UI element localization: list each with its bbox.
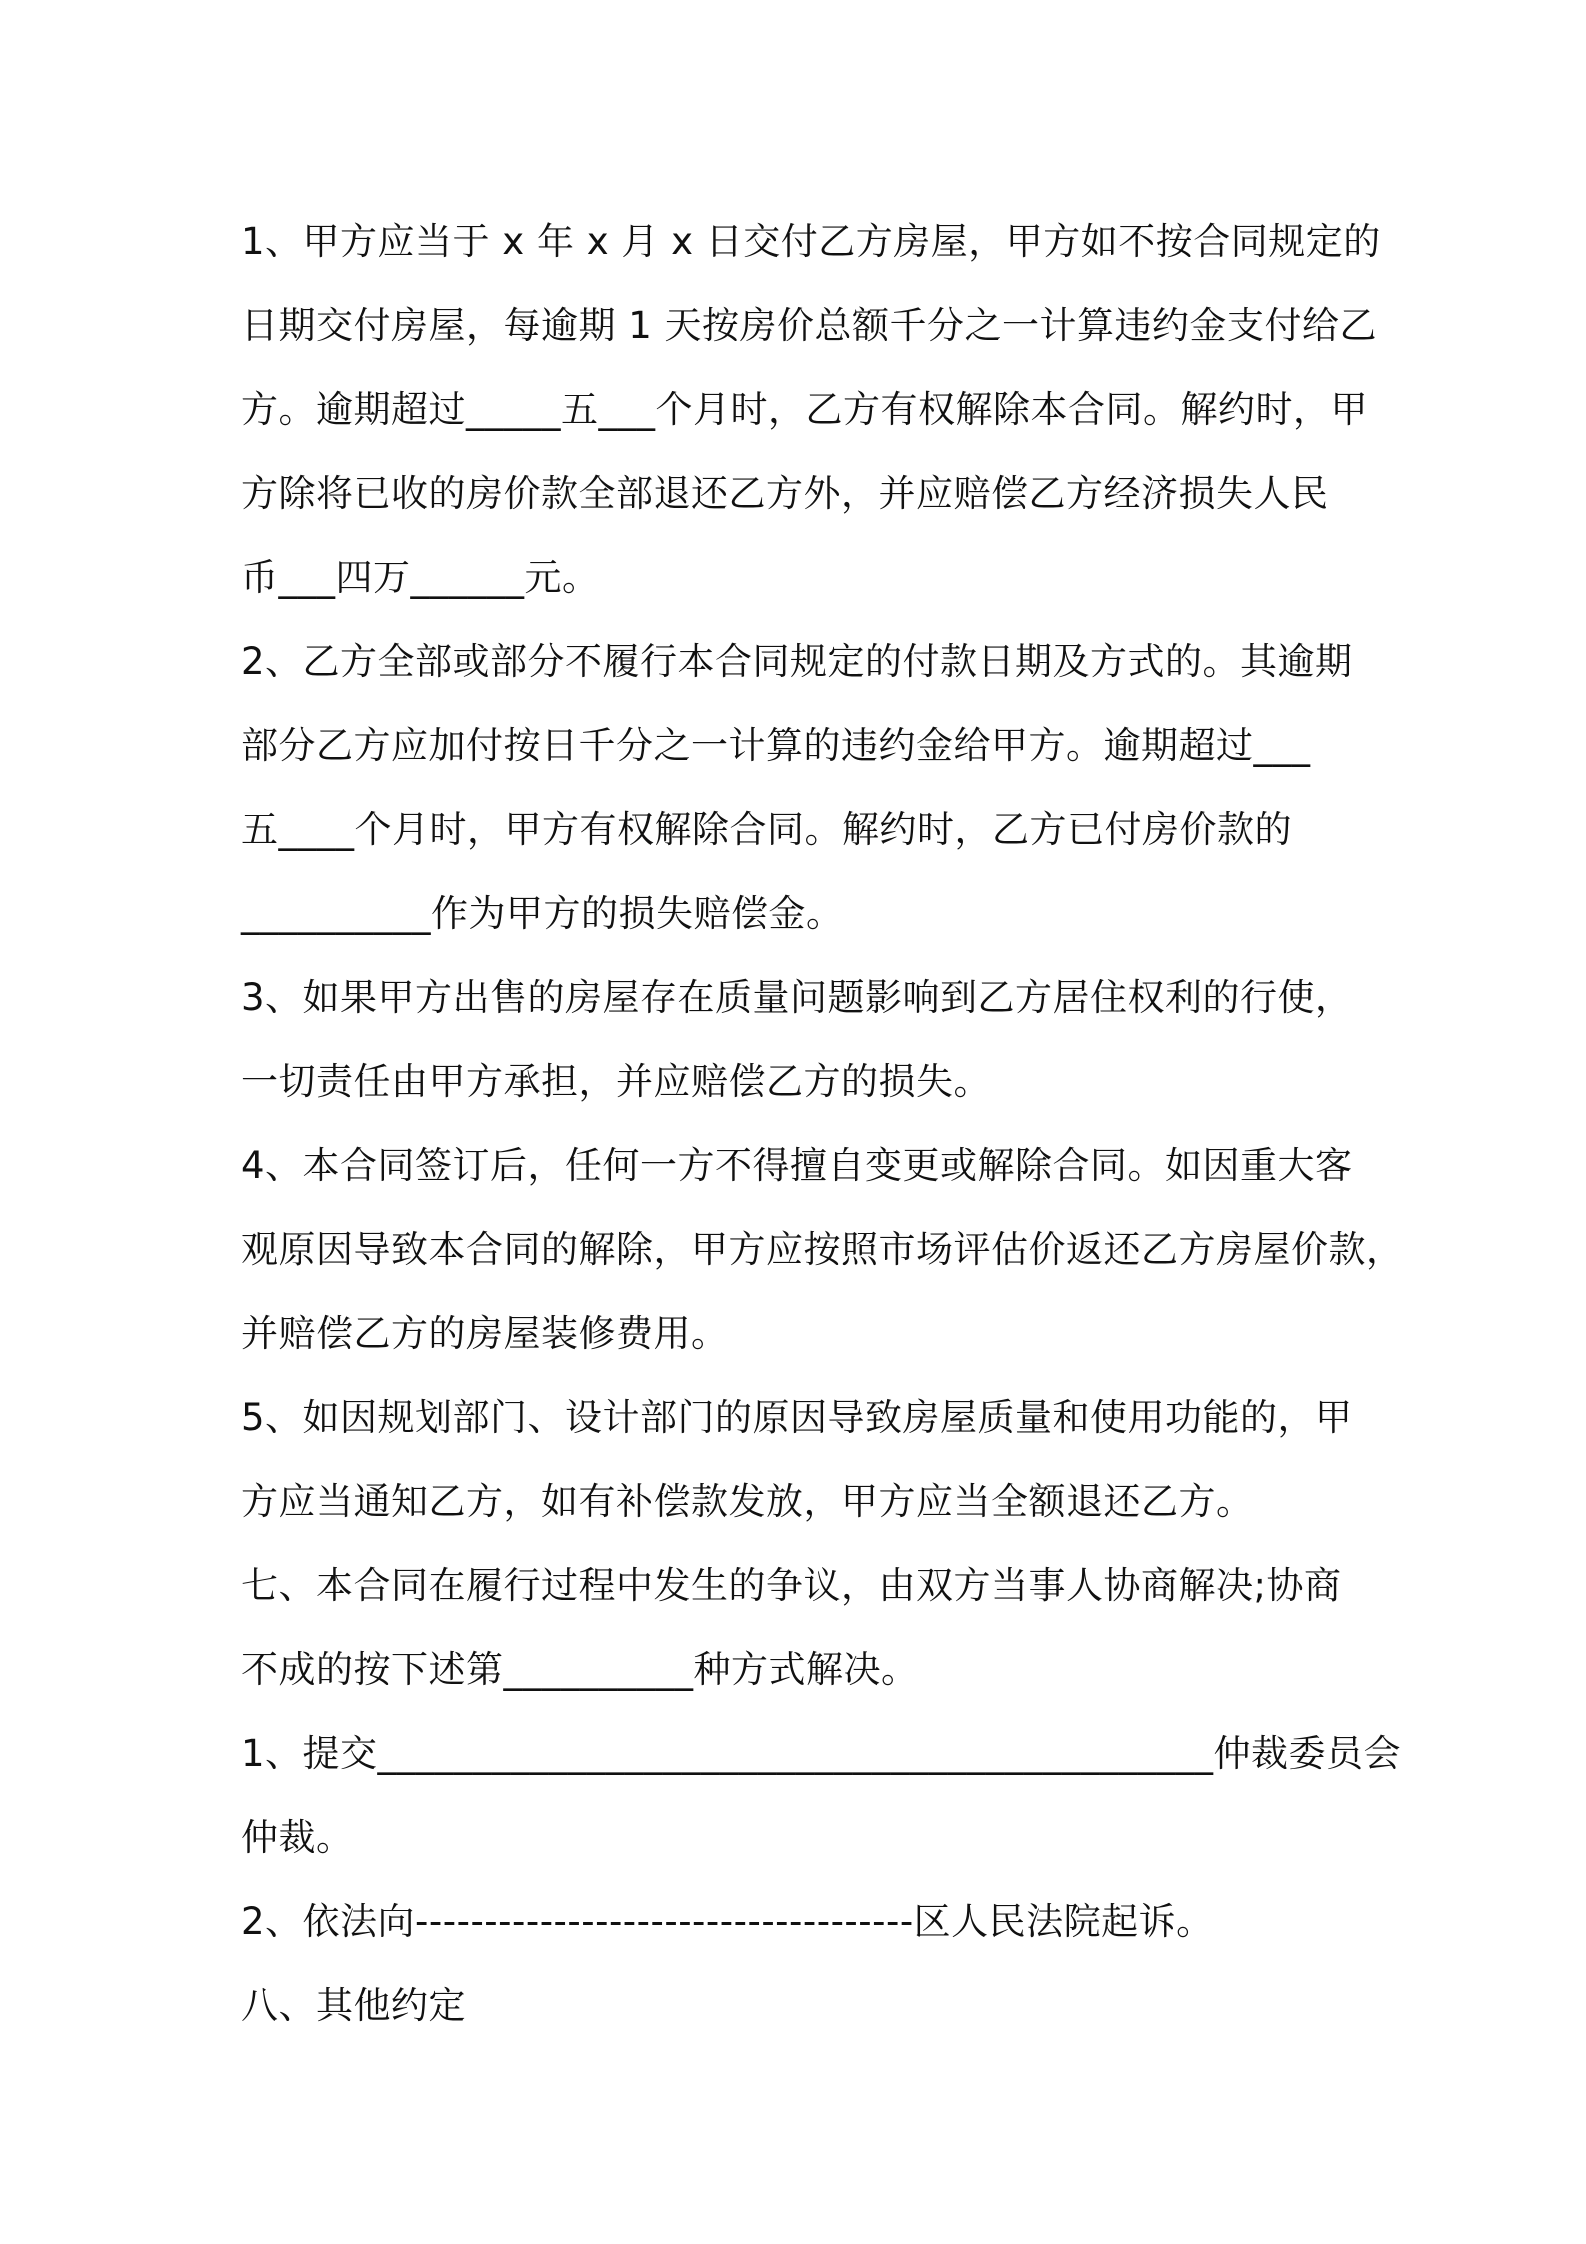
text-line: __________作为甲方的损失赔偿金。 <box>241 892 844 935</box>
text-line: 七、本合同在履行过程中发生的争议，由双方当事人协商解决;协商 <box>241 1564 1342 1607</box>
text-line: 4、本合同签订后，任何一方不得擅自变更或解除合同。如因重大客 <box>241 1144 1353 1187</box>
text-line: 不成的按下述第__________种方式解决。 <box>241 1648 919 1691</box>
text-line: 方除将已收的房价款全部退还乙方外，并应赔偿乙方经济损失人民 <box>241 472 1329 515</box>
text-line: 一切责任由甲方承担，并应赔偿乙方的损失。 <box>241 1060 991 1103</box>
text-line: 仲裁。 <box>241 1816 354 1859</box>
text-line: 八、其他约定 <box>241 1984 466 2027</box>
text-line: 2、乙方全部或部分不履行本合同规定的付款日期及方式的。其逾期 <box>241 640 1353 683</box>
text-line: 并赔偿乙方的房屋装修费用。 <box>241 1312 729 1355</box>
text-line: 1、提交____________________________________________仲裁委员会 <box>241 1732 1402 1775</box>
text-line: 3、如果甲方出售的房屋存在质量问题影响到乙方居住权利的行使， <box>241 976 1353 1019</box>
text-line: 日期交付房屋，每逾期 1 天按房价总额千分之一计算违约金支付给乙 <box>241 304 1378 347</box>
text-line: 5、如因规划部门、设计部门的原因导致房屋质量和使用功能的，甲 <box>241 1396 1353 1439</box>
text-line: 2、依法向------------------------------------区人民法院起诉。 <box>241 1900 1214 1943</box>
text-line: 方应当通知乙方，如有补偿款发放，甲方应当全额退还乙方。 <box>241 1480 1254 1523</box>
text-line: 币___四万______元。 <box>241 556 600 599</box>
document-body <box>241 200 1404 2048</box>
text-line: 观原因导致本合同的解除，甲方应按照市场评估价返还乙方房屋价款， <box>241 1228 1404 1271</box>
text-line: 方。逾期超过_____五___个月时，乙方有权解除本合同。解约时，甲 <box>241 388 1368 431</box>
text-line: 1、甲方应当于 x 年 x 月 x 日交付乙方房屋，甲方如不按合同规定的 <box>241 220 1381 263</box>
text-line: 五____个月时，甲方有权解除合同。解约时，乙方已付房价款的 <box>241 808 1292 851</box>
text-line: 部分乙方应加付按日千分之一计算的违约金给甲方。逾期超过___ <box>241 724 1311 767</box>
